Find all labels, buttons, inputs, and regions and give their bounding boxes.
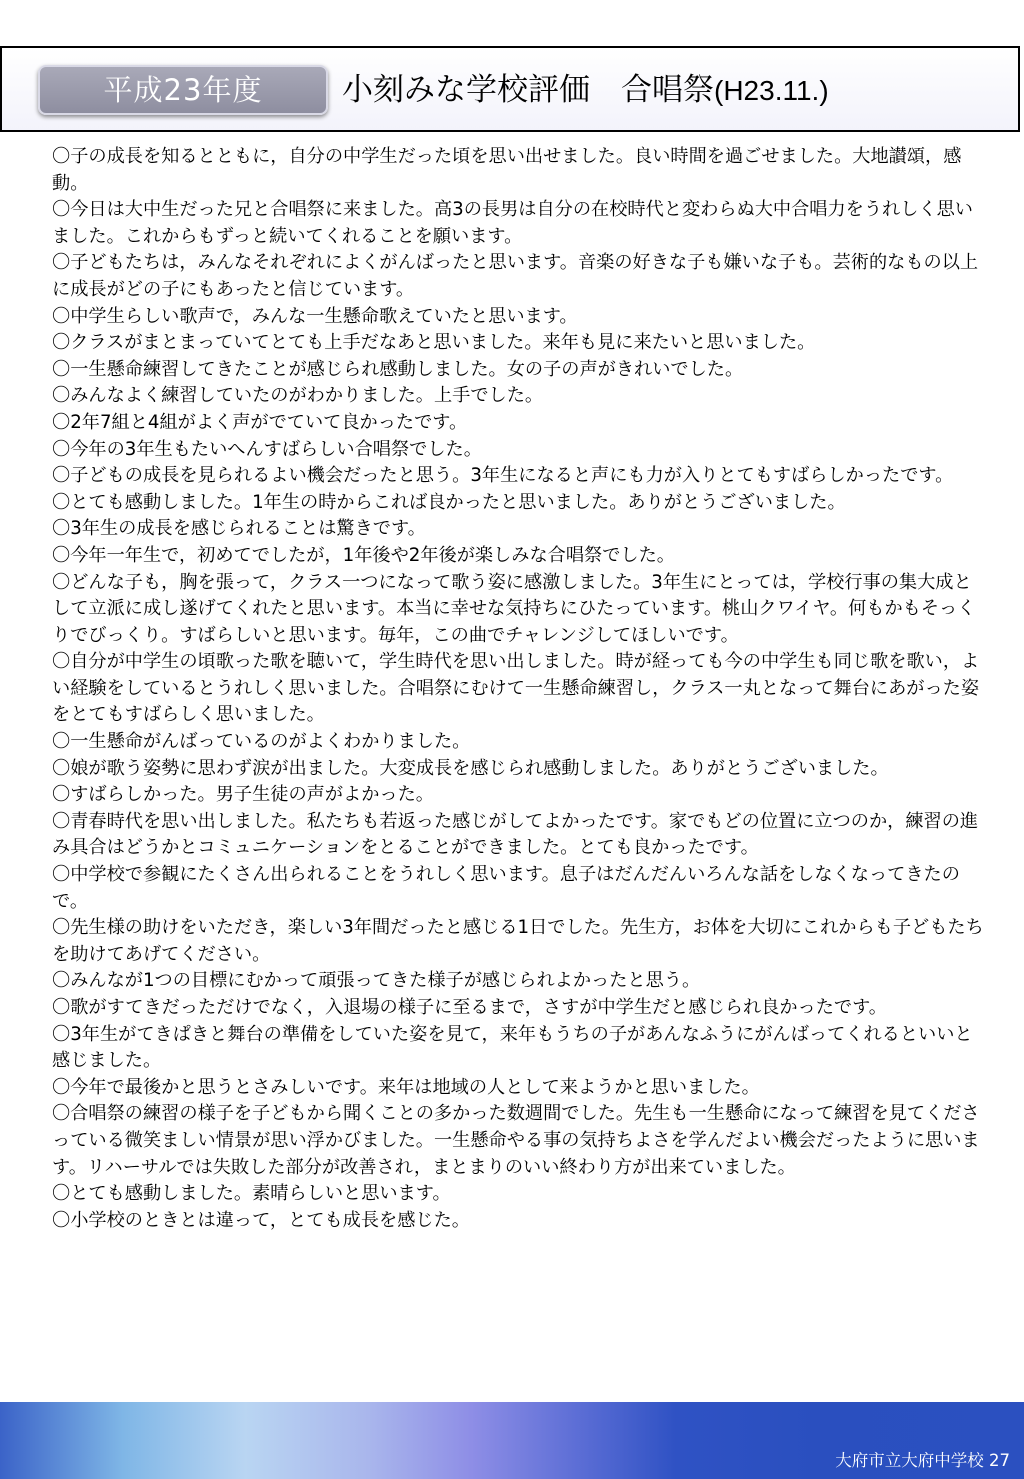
comment-item: 〇自分が中学生の頃歌った歌を聴いて，学生時代を思い出しました。時が経っても今の中学生も同じ歌を歌い，よい経験をしているとうれしく思いました。合唱祭にむけて一生懸命練習し，クラス一丸となって舞台にあがった姿をとてもすばらしく思いました。 <box>52 651 980 726</box>
comment-item: 〇小学校のときとは違って，とても成長を感じた。 <box>52 1209 470 1231</box>
comment-item: 〇すばらしかった。男子生徒の声がよかった。 <box>52 784 434 806</box>
title-date: (H23.11.) <box>714 75 829 106</box>
comment-item: 〇歌がすてきだっただけでなく，入退場の様子に至るまで，さすが中学生だと感じられ良かったです。 <box>52 997 887 1018</box>
comment-item: 〇子どもの成長を見られるよい機会だったと思う。3年生になると声にも力が入りとてもすばらしかったです。 <box>52 465 954 487</box>
title-main: 小刻みな学校評価 合唱祭 <box>342 72 714 108</box>
comment-item: 〇3年生がてきぱきと舞台の準備をしていた姿を見て，来年もうちの子があんなふうにがんばってくれるといいと感じました。 <box>52 1023 973 1072</box>
comment-item: 〇今年で最後かと思うとさみしいです。来年は地域の人として来ようかと思いました。 <box>52 1076 760 1098</box>
comment-item: 〇みんなよく練習していたのがわかりました。上手でした。 <box>52 385 544 407</box>
school-name: 大府市立大府中学校 <box>835 1451 984 1470</box>
comment-item: 〇今日は大中生だった兄と合唱祭に来ました。高3の長男は自分の在校時代と変わらぬ大中合唱力をうれしく思いました。これからもずっと続いてくれることを願います。 <box>52 199 973 247</box>
footer-label <box>835 1447 1010 1471</box>
slide-header <box>0 46 1020 132</box>
page-title <box>342 64 829 116</box>
comment-item: 〇クラスがまとまっていてとても上手だなあと思いました。来年も見に来たいと思いました。 <box>52 332 816 354</box>
comment-list <box>52 144 987 1234</box>
comment-item: 〇娘が歌う姿勢に思わず涙が出ました。大変成長を感じられ感動しました。ありがとうございました。 <box>52 757 889 779</box>
page-number: 27 <box>989 1451 1010 1470</box>
comment-item: 〇どんな子も，胸を張って，クラス一つになって歌う姿に感激しました。3年生にとっては，学校行事の集大成として立派に成し遂げてくれたと思います。本当に幸せな気持ちにひたっています。桃山クワイヤ。何もかもそっくりでびっくり。すばらしいと思います。毎年，この曲でチャレンジしてほしいです。 <box>52 571 976 646</box>
comment-item: 〇今年一年生で，初めてでしたが，1年後や2年後が楽しみな合唱祭でした。 <box>52 544 675 566</box>
comment-item: 〇3年生の成長を感じられることは驚きです。 <box>52 518 426 540</box>
comment-item: 〇子どもたちは，みんなそれぞれによくがんばったと思います。音楽の好きな子も嫌いな子も。芸術的なもの以上に成長がどの子にもあったと信じています。 <box>52 252 979 300</box>
comment-item: 〇中学校で参観にたくさん出られることをうれしく思います。息子はだんだんいろんな話をしなくなってきたので。 <box>52 864 960 912</box>
year-badge: 平成23年度 <box>38 65 328 115</box>
comment-item: 〇中学生らしい歌声で，みんな一生懸命歌えていたと思います。 <box>52 305 578 327</box>
comment-item: 〇一生懸命がんばっているのがよくわかりました。 <box>52 731 471 753</box>
comment-item: 〇みんなが1つの目標にむかって頑張ってきた様子が感じられよかったと思う。 <box>52 970 701 992</box>
comment-item: 〇合唱祭の練習の様子を子どもから聞くことの多かった数週間でした。先生も一生懸命になって練習を見てくださっている微笑ましい情景が思い浮かびました。一生懸命やる事の気持ちよさを学んだよい機会だったように思います。リハーサルでは失敗した部分が改善され，まとまりのいい終わり方が出来ていました。 <box>52 1103 980 1178</box>
comment-item: 〇今年の3年生もたいへんすばらしい合唱祭でした。 <box>52 438 482 460</box>
comment-item: 〇子の成長を知るとともに，自分の中学生だった頃を思い出せました。良い時間を過ごせました。大地讃頌，感動。 <box>52 146 962 194</box>
comment-item: 〇とても感動しました。素晴らしいと思います。 <box>52 1183 451 1205</box>
comment-item: 〇とても感動しました。1年生の時からこれば良かったと思いました。ありがとうございました。 <box>52 491 846 513</box>
comment-item: 〇先生様の助けをいただき，楽しい3年間だったと感じる1日でした。先生方，お体を大切にこれからも子どもたちを助けてあげてください。 <box>52 917 984 965</box>
comment-item: 〇一生懸命練習してきたことが感じられ感動しました。女の子の声がきれいでした。 <box>52 358 744 380</box>
slide-footer <box>0 1402 1024 1479</box>
comment-item: 〇2年7組と4組がよく声がでていて良かったです。 <box>52 411 468 433</box>
comment-item: 〇青春時代を思い出しました。私たちも若返った感じがしてよかったです。家でもどの位置に立つのか，練習の進み具合はどうかとコミュニケーションをとることができました。とても良かったです。 <box>52 810 979 859</box>
